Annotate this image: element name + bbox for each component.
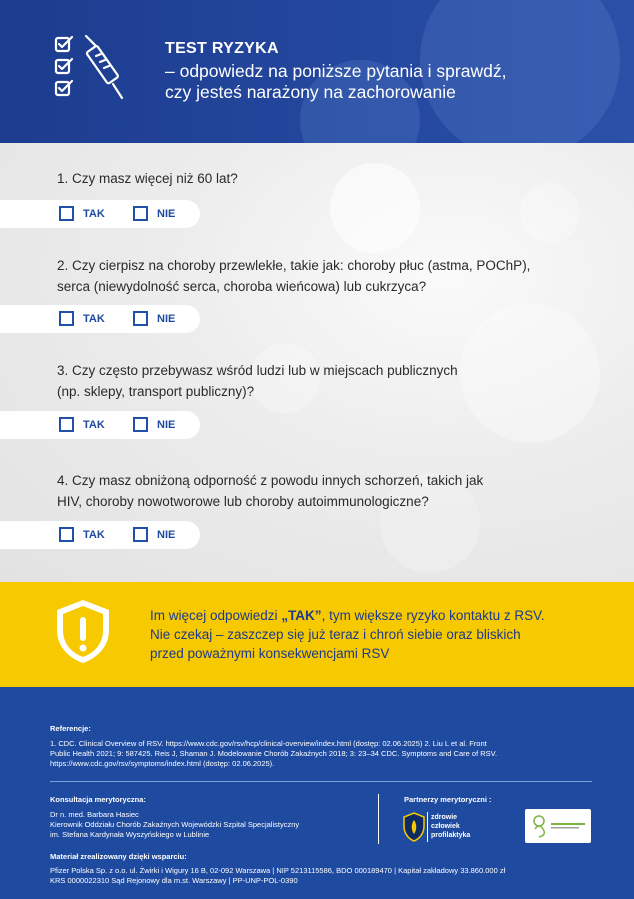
- header-banner: [0, 0, 634, 143]
- question-3: 3. Czy często przebywasz wśród ludzi lub w miejscach publicznych (np. sklepy, transport publiczny)?: [57, 363, 458, 399]
- q3-yes-checkbox[interactable]: [59, 417, 74, 432]
- q2-no-checkbox[interactable]: [133, 311, 148, 326]
- question-4: 4. Czy masz obniżoną odporność z powodu innych schorzeń, takich jak HIV, choroby nowotworowe lub choroby autoimmunologiczne?: [57, 473, 484, 509]
- consult-text: Dr n. med. Barbara Hasiec Kierownik Oddziału Chorób Zakaźnych Wojewódzki Szpital Specjalistyczny im. Stefana Kardynała Wyszyńskiego w Lublinie: [50, 810, 300, 839]
- footer-vertical-divider: [378, 794, 379, 844]
- page-subtitle: – odpowiedz na poniższe pytania i sprawdź, czy jesteś narażony na zachorowanie: [165, 61, 507, 102]
- answer-row-2: [0, 305, 200, 333]
- references-title: Referencje:: [50, 724, 91, 733]
- q2-no-option[interactable]: NIE: [133, 311, 175, 326]
- q3-yes-option[interactable]: TAK: [59, 417, 105, 432]
- partners-title: Partnerzy merytoryczni :: [404, 795, 492, 804]
- partner-emblem-icon: [525, 809, 591, 843]
- q4-no-checkbox[interactable]: [133, 527, 148, 542]
- q1-no-option[interactable]: NIE: [133, 206, 175, 221]
- q2-yes-checkbox[interactable]: [59, 311, 74, 326]
- answer-row-4: [0, 521, 200, 549]
- warning-text: Im więcej odpowiedzi „TAK”, tym większe ryzyko kontaktu z RSV. Nie czekaj – zaszczep się już teraz i chroń siebie oraz bliskich przed poważnymi konsekwencjami RSV: [150, 608, 545, 661]
- shield-logo-icon: [403, 812, 425, 842]
- references-text: 1. CDC. Clinical Overview of RSV. https://www.cdc.gov/rsv/hcp/clinical-overview/index.html (dostęp: 02.06.2025) 2. Liu L et al. Front Public Health 2021; 9: 587425. Reis J, Shaman J. Modelowanie Chorób Zakaźnych 2018; 3: 23–34 CDC. Symptoms and Care of RSV. https://www.cdc.gov/rsv/symptoms/index.html (dostęp: 02.06.2025).: [50, 739, 498, 768]
- q4-yes-checkbox[interactable]: [59, 527, 74, 542]
- q1-yes-checkbox[interactable]: [59, 206, 74, 221]
- q1-no-checkbox[interactable]: [133, 206, 148, 221]
- checklist-syringe-icon: [52, 34, 132, 106]
- q4-no-option[interactable]: NIE: [133, 527, 175, 542]
- answer-row-1: [0, 200, 200, 228]
- question-2: 2. Czy cierpisz na choroby przewlekłe, takie jak: choroby płuc (astma, POChP), serca (niewydolność serca, choroba wieńcowa) lub cukrzyca?: [57, 258, 531, 294]
- support-title: Materiał zrealizowany dzięki wsparciu:: [50, 852, 187, 861]
- answer-row-3: [0, 411, 200, 439]
- footer-divider: [50, 781, 592, 782]
- q3-no-checkbox[interactable]: [133, 417, 148, 432]
- q2-yes-option[interactable]: TAK: [59, 311, 105, 326]
- partner-logo-zcp: zdrowie człowiek profilaktyka: [403, 811, 495, 844]
- consult-title: Konsultacja merytoryczna:: [50, 795, 146, 804]
- shield-warning-icon: [52, 597, 114, 665]
- q1-yes-option[interactable]: TAK: [59, 206, 105, 221]
- q4-yes-option[interactable]: TAK: [59, 527, 105, 542]
- q3-no-option[interactable]: NIE: [133, 417, 175, 432]
- support-text: Pfizer Polska Sp. z o.o. ul. Żwirki i Wigury 16 B, 02-092 Warszawa | NIP 5213115586, BDO 000189470 | Kapitał zakładowy 33.860.000 zł KRS 0000022310 Sąd Rejonowy dla m.st. Warszawy | PP-UNP-POL-0390: [50, 866, 506, 885]
- partner-logo-2: [525, 809, 591, 843]
- question-1: 1. Czy masz więcej niż 60 lat?: [57, 171, 238, 186]
- page-title: TEST RYZYKA: [165, 40, 279, 57]
